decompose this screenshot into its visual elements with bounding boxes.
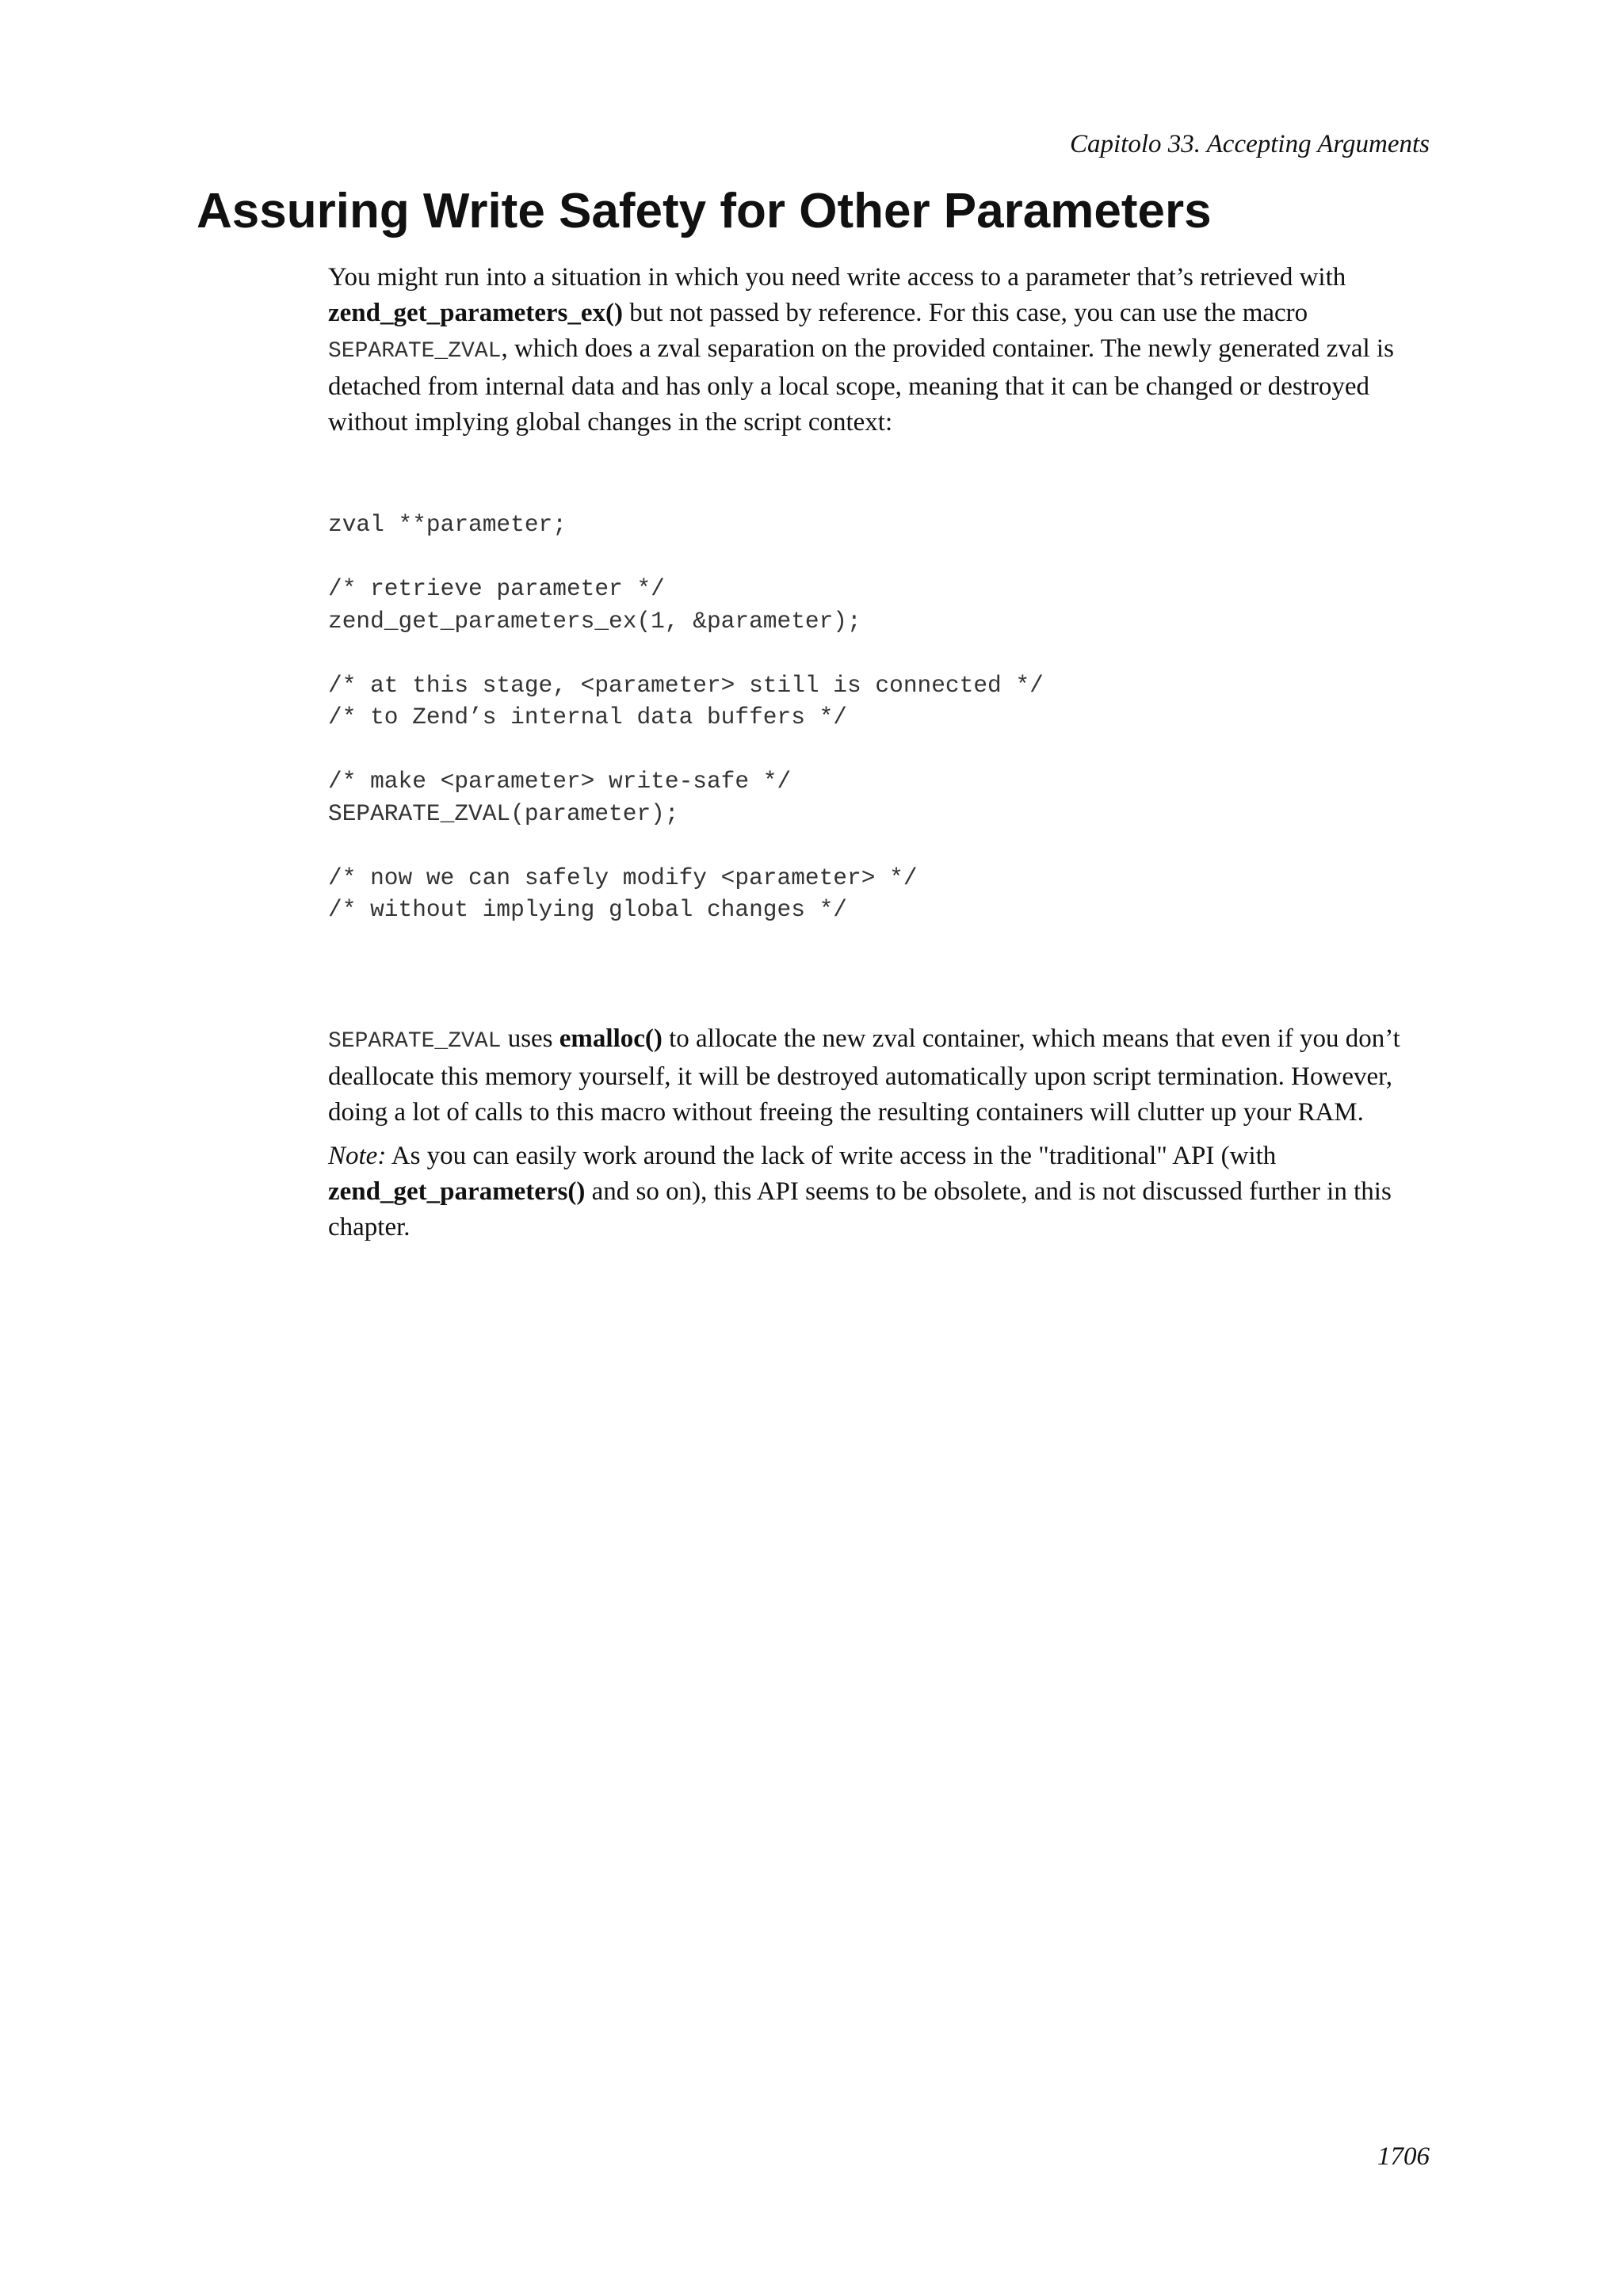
intro-paragraph <box>328 260 1430 441</box>
emalloc-text-1: uses <box>501 1024 559 1053</box>
macro-name-separate-zval: SEPARATE_ZVAL <box>328 1028 502 1054</box>
emalloc-text-2: to allocate the new zval container, which means that even if you don’t deallocate this memory yourself, it will be destroyed automatically upon script termination. However, doing a lot of calls to this macro without freeing the resulting containers will clutter up your RAM. <box>328 1024 1400 1127</box>
intro-text-1: You might run into a situation in which you need write access to a parameter that’s retrieved with <box>328 263 1346 292</box>
page-number: 1706 <box>1377 2142 1430 2171</box>
emalloc-paragraph <box>328 1021 1430 1131</box>
function-name-emalloc: emalloc() <box>559 1024 663 1053</box>
function-name-zend-get-parameters-ex: zend_get_parameters_ex() <box>328 299 624 327</box>
function-name-zend-get-parameters: zend_get_parameters() <box>328 1177 586 1206</box>
macro-name-separate-zval: SEPARATE_ZVAL <box>328 339 502 364</box>
running-header: Capitolo 33. Accepting Arguments <box>1069 130 1430 158</box>
code-example: zval **parameter; /* retrieve parameter */ zend_get_parameters_ex(1, &parameter); /* at this stage, <parameter> still is connected */ /* to Zend’s internal data buffers */ /* make <parameter> write-safe */ SEPARATE_ZVAL(parameter); /* now we can safely modify <parameter> */ /* without implying global changes */ <box>328 511 1044 923</box>
note-label: Note: <box>328 1141 387 1170</box>
intro-text-2: but not passed by reference. For this case, you can use the macro <box>623 299 1308 327</box>
section-body <box>328 260 1430 1245</box>
note-text-1: As you can easily work around the lack of write access in the "traditional" API (with <box>386 1141 1277 1170</box>
intro-text-3: , which does a zval separation on the provided container. The newly generated zval is detached from internal data and has only a local scope, meaning that it can be changed or destroyed without implying global changes in the script context: <box>328 334 1394 437</box>
note-text-2: and so on), this API seems to be obsolete, and is not discussed further in this chapter. <box>328 1177 1392 1241</box>
note-paragraph <box>328 1138 1430 1245</box>
section-title: Assuring Write Safety for Other Parameters <box>197 184 1212 238</box>
